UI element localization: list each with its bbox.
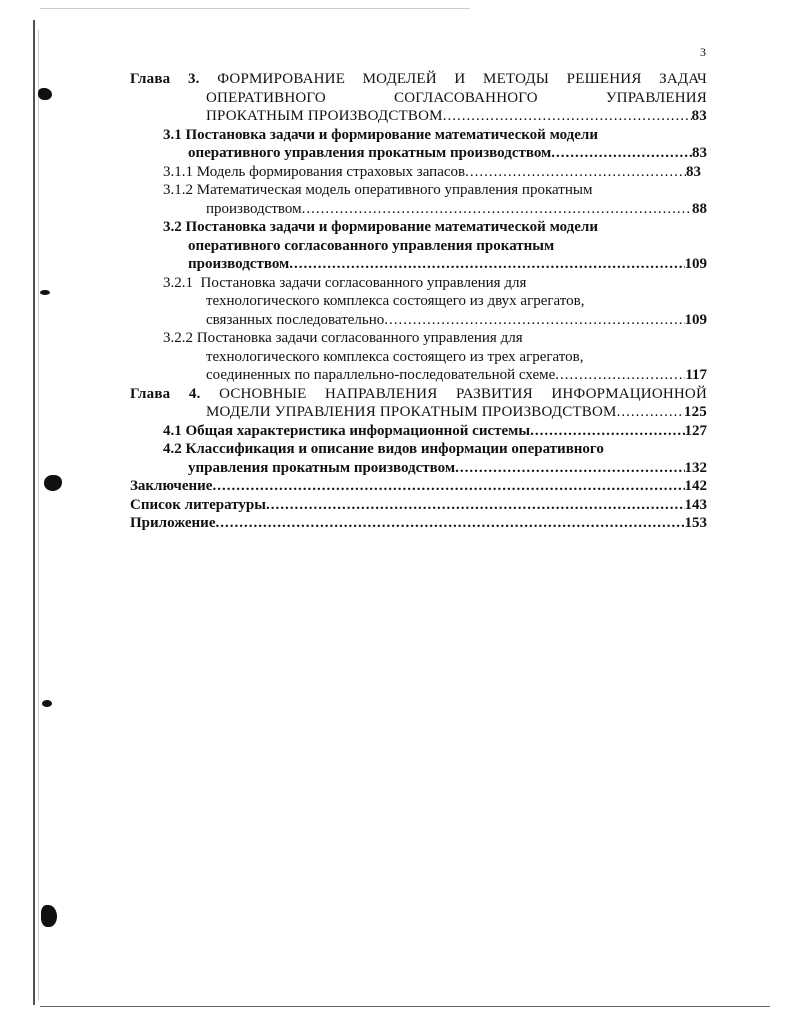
page-number: 3: [700, 45, 706, 59]
section-title-line: 4.1 Общая характеристика информационной системы: [163, 422, 531, 439]
toc-references[interactable]: [130, 496, 707, 515]
scan-edge-left-inner: [38, 30, 39, 1000]
section-title-line: 3.1.1 Модель формирования страховых запасов: [163, 163, 466, 180]
section-title-line: 3.1.2 Математическая модель оперативного управления прокатным: [163, 182, 593, 198]
toc-section-3-1-1[interactable]: [163, 163, 701, 182]
scan-blot: [42, 700, 52, 707]
section-title-line: производством: [206, 200, 302, 217]
page-ref: 117: [685, 367, 707, 383]
page-ref: 142: [684, 478, 707, 494]
scan-blot: [40, 290, 50, 295]
page-ref: 143: [684, 496, 707, 513]
toc-section-3-2-2[interactable]: [163, 329, 707, 385]
leader-dots: [530, 422, 684, 441]
leader-dots: [455, 459, 684, 478]
section-title-line: 3.1 Постановка задачи и формирование математической модели: [163, 126, 598, 143]
leader-dots: [302, 200, 692, 219]
page-ref: 109: [684, 256, 707, 272]
chapter-title-line: ПРОКАТНЫМ ПРОИЗВОДСТВОМ: [206, 108, 443, 124]
leader-dots: [465, 163, 686, 182]
toc-section-3-2-1[interactable]: [163, 274, 707, 330]
section-title-line: соединенных по параллельно-последовательной схеме: [206, 367, 556, 383]
page-ref: 83: [691, 108, 707, 124]
scan-edge-top: [40, 8, 470, 9]
scan-blot: [44, 475, 62, 491]
section-title-line: оперативного согласованного управления прокатным: [188, 237, 555, 254]
page-ref: 127: [684, 422, 707, 439]
section-title-line: связанных последовательно: [206, 311, 385, 328]
section-title-line: 3.2 Постановка задачи и формирование математической модели: [163, 219, 598, 235]
section-title-line: 3.2.1 Постановка задачи согласованного управления для: [163, 274, 527, 291]
section-title-line: производством: [188, 256, 290, 272]
toc-conclusion[interactable]: [130, 477, 707, 496]
leader-dots: [215, 514, 684, 533]
leader-dots: [551, 144, 692, 163]
chapter-title-line: ОСНОВНЫЕ НАПРАВЛЕНИЯ РАЗВИТИЯ ИНФОРМАЦИОННОЙ: [219, 385, 707, 402]
leader-dots: [212, 477, 684, 496]
page-ref: 132: [684, 459, 707, 476]
leader-dots: [384, 311, 684, 330]
scan-blot: [38, 88, 52, 100]
leader-dots: [266, 496, 685, 515]
page-ref: 83: [692, 145, 707, 161]
toc-section-3-1[interactable]: [163, 126, 707, 163]
leader-dots: [443, 107, 692, 126]
leader-dots: [617, 403, 684, 422]
entry-label: Список литературы: [130, 496, 266, 513]
section-title-line: технологического комплекса состоящего из двух агрегатов,: [206, 293, 585, 309]
toc-section-3-1-2[interactable]: [163, 181, 707, 218]
toc-section-3-2[interactable]: [163, 218, 707, 274]
page-ref: 88: [692, 200, 707, 217]
section-title-line: управления прокатным производством: [188, 459, 456, 476]
leader-dots: [289, 255, 684, 274]
entry-label: Заключение: [130, 478, 213, 494]
leader-dots: [555, 366, 685, 385]
section-title-line: технологического комплекса состоящего из трех агрегатов,: [206, 348, 584, 365]
section-title-line: 4.2 Классификация и описание видов информации оперативного: [163, 441, 604, 457]
page-ref: 109: [684, 311, 707, 328]
chapter-title-line: ОПЕРАТИВНОГО СОГЛАСОВАННОГО УПРАВЛЕНИЯ: [206, 89, 707, 106]
entry-label: Приложение: [130, 515, 216, 531]
toc-chapter-4[interactable]: [130, 385, 707, 422]
toc-appendix[interactable]: [130, 514, 707, 533]
scan-blot: [41, 905, 57, 927]
chapter-title-line: МОДЕЛИ УПРАВЛЕНИЯ ПРОКАТНЫМ ПРОИЗВОДСТВОМ: [206, 404, 617, 420]
toc-chapter-3[interactable]: [130, 70, 707, 126]
scan-edge-bottom: [40, 1006, 770, 1007]
scan-edge-left: [33, 20, 35, 1005]
chapter-title-line: ФОРМИРОВАНИЕ МОДЕЛЕЙ И МЕТОДЫ РЕШЕНИЯ ЗАДАЧ: [217, 71, 708, 87]
chapter-prefix: Глава 3.: [130, 71, 200, 87]
toc-section-4-1[interactable]: [163, 422, 707, 441]
page-ref: 83: [686, 163, 701, 180]
section-title-line: 3.2.2 Постановка задачи согласованного управления для: [163, 330, 523, 346]
page-ref: 125: [683, 404, 707, 420]
table-of-contents: [130, 70, 707, 533]
chapter-prefix: Глава 4.: [130, 385, 201, 402]
toc-section-4-2[interactable]: [163, 440, 707, 477]
page-ref: 153: [684, 515, 707, 531]
section-title-line: оперативного управления прокатным производством: [188, 145, 552, 161]
